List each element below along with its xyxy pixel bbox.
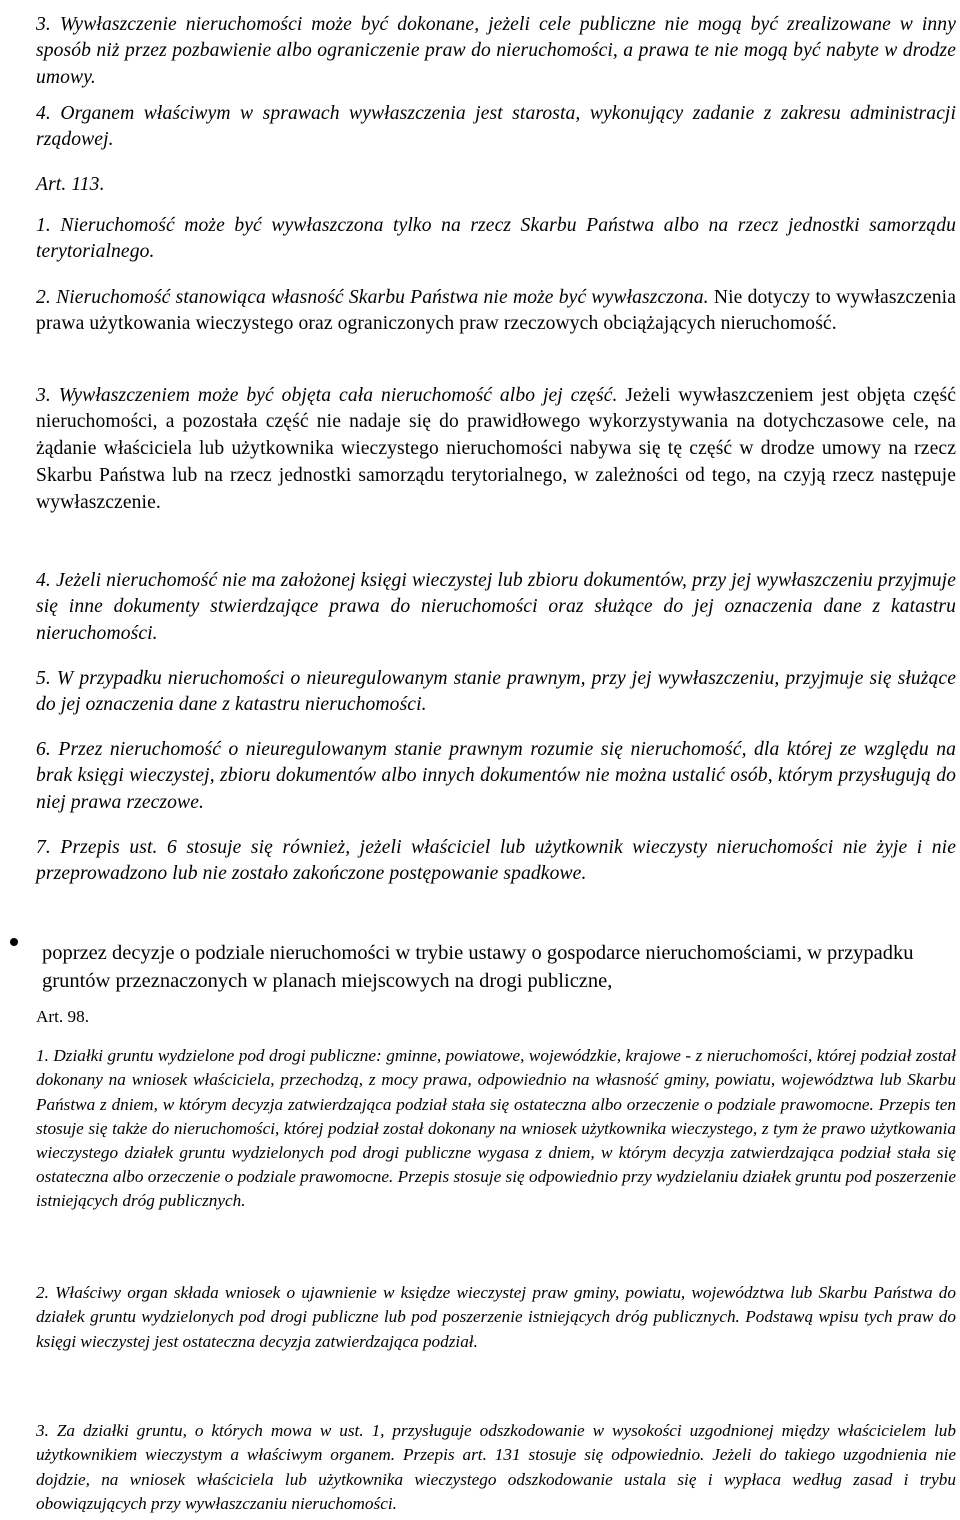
art98-par-2 xyxy=(36,1281,956,1354)
article-98-heading: Art. 98. xyxy=(36,1007,89,1027)
paragraph-number: 3. xyxy=(36,384,51,406)
paragraph-number: 4. xyxy=(36,102,51,124)
paragraph-text: Za działki gruntu, o których mowa w ust. 1, przysługuje odszkodowanie w wysokości uzgodnionej między właścicielem lub użytkownikiem wieczystym a właściwym organem. Przepis art. 131 stosuje się odpowiednio. Jeżeli do takiego uzgodnienia nie dojdzie, na wniosek właściciela lub użytkownika wieczystego odszkodowanie ustala się i wypłaca według zasad i trybu obowiązujących przy wywłaszczaniu nieruchomości. xyxy=(36,1421,956,1513)
art98-par-3 xyxy=(36,1419,956,1516)
art113-par-3 xyxy=(36,383,956,517)
paragraph-text-regular: Nie dotyczy to wywłaszczenia prawa użytkowania wieczystego oraz ograniczonych praw rzeczowych obciążających nieruchomość. xyxy=(36,286,956,335)
bullet-item: poprzez decyzje o podziale nieruchomości w trybie ustawy o gospodarce nieruchomościami, w przypadku gruntów przeznaczonych w planach miejscowych na drogi publiczne, xyxy=(42,941,914,992)
paragraph-number: 1. xyxy=(36,214,51,236)
paragraph-number: 5. xyxy=(36,667,51,689)
paragraph-number: 2. xyxy=(36,1283,49,1303)
art113-par-6 xyxy=(36,737,956,817)
art113-par-1 xyxy=(36,213,956,267)
paragraph-number: 1. xyxy=(36,1046,49,1066)
art98-par-1 xyxy=(36,1044,956,1213)
paragraph-number: 6. xyxy=(36,738,51,760)
paragraph-text-italic: Nieruchomość stanowiąca własność Skarbu Państwa nie może być wywłaszczona. xyxy=(56,286,709,308)
paragraph-text-italic: Wywłaszczeniem może być objęta cała nieruchomość albo jej część. xyxy=(58,384,618,406)
article-113-heading: Art. 113. xyxy=(36,173,105,195)
paragraph-number: 2. xyxy=(36,286,51,308)
art113-par-7 xyxy=(36,835,956,889)
paragraph-text: Wywłaszczenie nieruchomości może być dokonane, jeżeli cele publiczne nie mogą być zrealizowane w inny sposób niż przez pozbawienie albo ograniczenie praw do nieruchomości, a prawa te nie mogą być nabyte w drodze umowy. xyxy=(36,13,957,89)
paragraph-text: Przepis ust. 6 stosuje się również, jeżeli właściciel lub użytkownik wieczysty nieruchomości nie żyje i nie przeprowadzono lub nie zostało zakończone postępowanie spadkowe. xyxy=(36,836,956,885)
art113-par-4 xyxy=(36,568,956,648)
paragraph-number: 4. xyxy=(36,569,51,591)
paragraph-text: Przez nieruchomość o nieuregulowanym stanie prawnym rozumie się nieruchomość, dla której ze względu na brak księgi wieczystej, zbioru dokumentów albo innych dokumentów nie można ustalić osób, którym przysługują do niej prawa rzeczowe. xyxy=(36,738,957,814)
paragraph-text: Organem właściwym w sprawach wywłaszczenia jest starosta, wykonujący zadanie z zakresu administracji rządowej. xyxy=(36,102,956,151)
bullet-marker xyxy=(10,938,18,946)
paragraph-4 xyxy=(36,101,956,155)
paragraph-number: 3. xyxy=(36,13,51,35)
paragraph-text: Jeżeli nieruchomość nie ma założonej księgi wieczystej lub zbioru dokumentów, przy jej wywłaszczeniu przyjmuje się inne dokumenty stwierdzające prawa do nieruchomości oraz służące do jej oznaczenia dane z katastru nieruchomości. xyxy=(36,569,957,645)
paragraph-text: Nieruchomość może być wywłaszczona tylko na rzecz Skarbu Państwa albo na rzecz jednostki samorządu terytorialnego. xyxy=(36,214,956,263)
paragraph-text: Właściwy organ składa wniosek o ujawnienie w księdze wieczystej praw gminy, powiatu, województwa lub Skarbu Państwa do działek gruntu wydzielonych pod drogi publiczne lub pod poszerzenie istniejących dróg publicznych. Podstawą wpisu tych praw do księgi wieczystej jest ostateczna decyzja zatwierdzająca podział. xyxy=(36,1283,956,1351)
art113-par-5 xyxy=(36,666,956,720)
paragraph-3 xyxy=(36,12,956,92)
art113-par-2 xyxy=(36,285,956,339)
paragraph-text-regular: Jeżeli wywłaszczeniem jest objęta część nieruchomości, a pozostała część nie nadaje się do prawidłowego wykorzystywania na dotychczasowe cele, na żądanie właściciela lub użytkownika wieczystego nieruchomości nabywa się tę część w drodze umowy na rzecz Skarbu Państwa lub na rzecz jednostki samorządu terytorialnego, w zależności od tego, na czyją rzecz następuje wywłaszczenie. xyxy=(36,384,957,513)
paragraph-number: 7. xyxy=(36,836,51,858)
paragraph-text: W przypadku nieruchomości o nieuregulowanym stanie prawnym, przy jej wywłaszczeniu, przyjmuje się służące do jej oznaczenia dane z katastru nieruchomości. xyxy=(36,667,957,716)
paragraph-text: Działki gruntu wydzielone pod drogi publiczne: gminne, powiatowe, wojewódzkie, krajowe - z nieruchomości, której podział został dokonany na wniosek właściciela, przechodzą, z mocy prawa, odpowiednio na własność gminy, powiatu, województwa lub Skarbu Państwa z dniem, w którym decyzja zatwierdzająca podział stała się ostateczna albo orzeczenie o podziale prawomocne. Przepis ten stosuje się także do nieruchomości, której podział został dokonany na wniosek użytkownika wieczystego, z tym że prawo użytkowania wieczystego działek gruntu wydzielonych pod drogi publiczne wygasa z dniem, w którym decyzja zatwierdzająca podział stała się ostateczna albo orzeczenie o podziale prawomocne. Przepis stosuje się odpowiednio przy wydzielaniu działek gruntu pod poszerzenie istniejących dróg publicznych. xyxy=(36,1046,956,1211)
paragraph-number: 3. xyxy=(36,1421,49,1441)
